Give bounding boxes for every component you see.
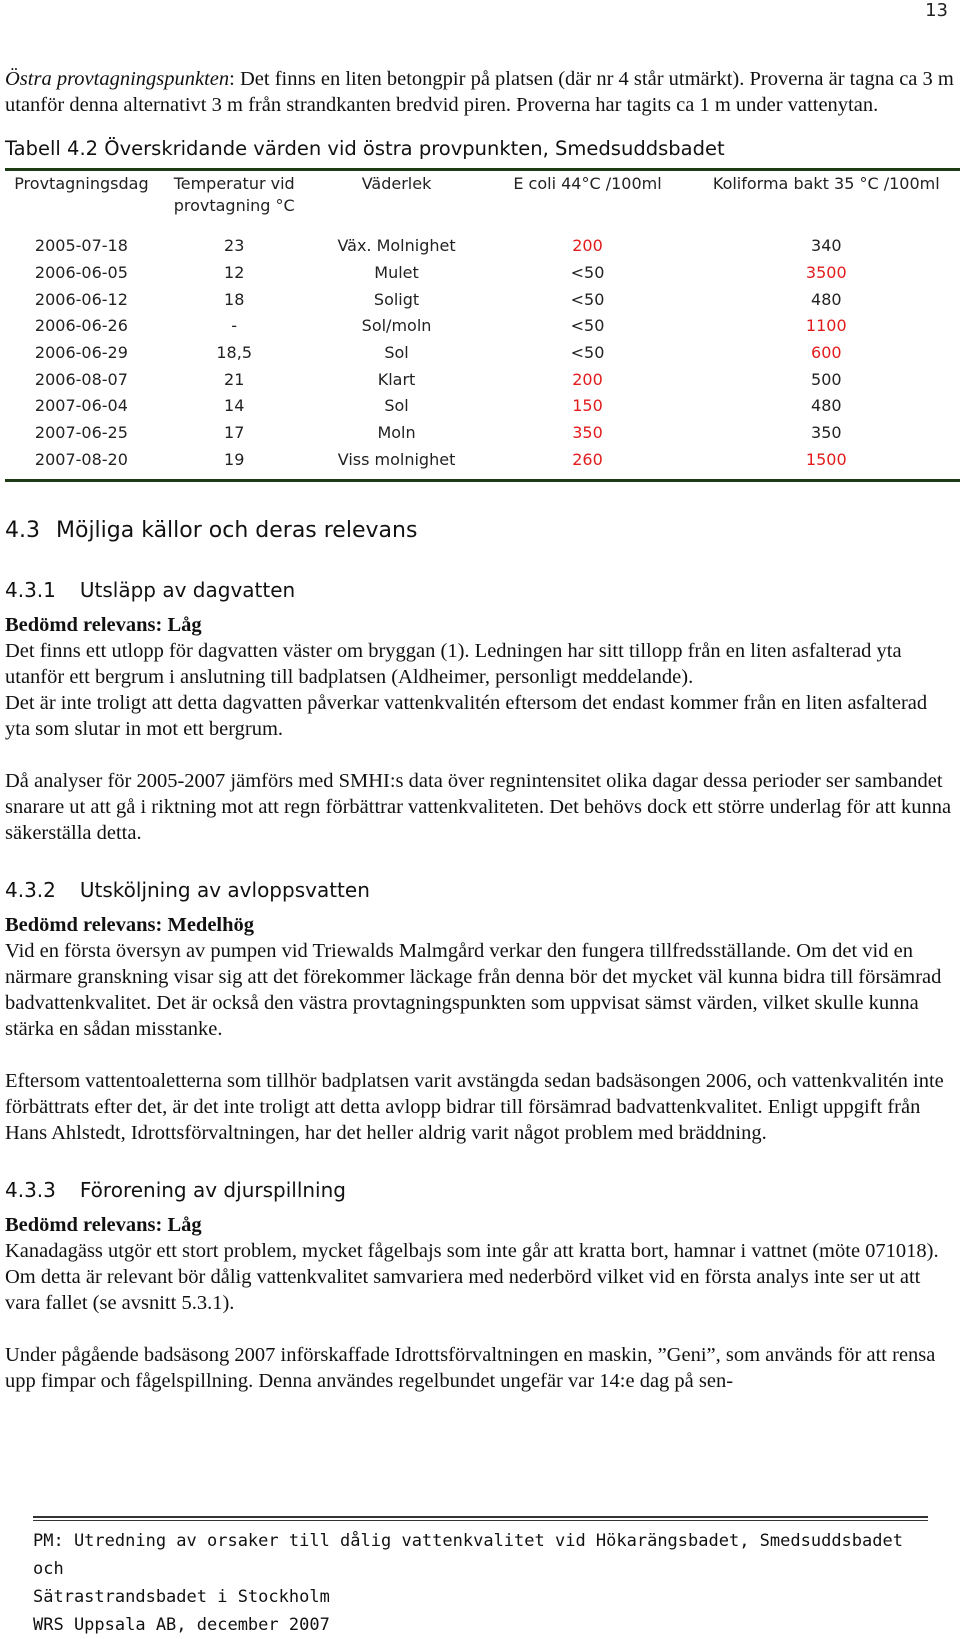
page-footer (33, 1516, 928, 1639)
subsection-title: Förorening av djurspillning (79, 1178, 346, 1203)
intro-paragraph (5, 66, 955, 118)
subsection-number: 4.3.2 (5, 878, 56, 903)
section-number: 4.3 (5, 518, 40, 544)
cell-coliform: 600 (811, 343, 842, 363)
cell-weather: Sol (384, 343, 409, 363)
cell-coliform: 480 (811, 396, 842, 416)
cell-ecoli: <50 (570, 263, 605, 283)
col-header-ecoli: E coli 44°C /100ml (513, 174, 662, 193)
table-row (5, 260, 960, 287)
paragraph: Kanadagäss utgör ett stort problem, mycket fågelbajs som inte går att kratta bort, hamnar i vattnet (möte 071018). Om detta är relevant bör dålig vattenkvalitet samvariera med nederbörd vilket vid en första analys inte ser ut att vara fallet (se avsnitt 5.3.1). (5, 1240, 939, 1315)
table-row (5, 286, 960, 313)
cell-date: 2005-07-18 (34, 236, 128, 256)
table-row (5, 313, 960, 340)
table-row (5, 233, 960, 260)
footer-line: WRS Uppsala AB, december 2007 (33, 1615, 330, 1635)
table-row (5, 366, 960, 393)
footer-line: Sätrastrandsbadet i Stockholm (33, 1587, 330, 1607)
relevance-label: Bedömd relevans: Låg (5, 1214, 202, 1237)
cell-temperature: 12 (224, 263, 245, 283)
cell-date: 2007-06-04 (34, 396, 128, 416)
subsection-heading-2 (5, 876, 955, 904)
paragraph: Då analyser för 2005-2007 jämförs med SMHI:s data över regnintensitet olika dagar dessa perioder ser sambandet snarare ut att gå i riktning mot att regn förbättrar vattenkvaliteten. Det behövs dock ett större underlag för att kunna säkerställa detta. (5, 770, 952, 845)
footer-line: PM: Utredning av orsaker till dålig vattenkvalitet vid Hökarängsbadet, Smedsuddsbadet och (33, 1531, 903, 1579)
subsection-heading-1 (5, 576, 955, 604)
cell-temperature: 23 (224, 236, 245, 256)
cell-ecoli: <50 (570, 343, 605, 363)
cell-temperature: 19 (224, 449, 245, 469)
cell-temperature: 14 (224, 396, 245, 416)
cell-weather: Soligt (373, 289, 420, 309)
cell-coliform: 1100 (805, 316, 847, 336)
cell-date: 2007-06-25 (34, 423, 128, 443)
cell-date: 2006-06-05 (34, 263, 128, 283)
col-header-weather: Väderlek (361, 174, 432, 193)
cell-date: 2007-08-20 (34, 449, 128, 469)
col-header-date: Provtagningsdag (14, 174, 149, 193)
relevance-label: Bedömd relevans: Låg (5, 614, 202, 637)
paragraph: Vid en första översyn av pumpen vid Triewalds Malmgård verkar den fungera tillfredsställande. Om det vid en närmare granskning visar sig att det förekommer läckage från denna bör det mycket väl kunna bidra till försämrad badvattenkvalitet. Det är också den västra provtagningspunkten som uppvisat sämst värden, vilket skulle kunna stärka en sådan misstanke. (5, 940, 942, 1041)
paragraph: Under pågående badsäsong 2007 införskaffade Idrottsförvaltningen en maskin, ”Geni”, som används för att rensa upp fimpar och fågelspillning. Denna användes regelbundet ungefär var 14:e dag på sen- (5, 1344, 936, 1393)
cell-weather: Sol (384, 396, 409, 416)
cell-weather: Sol/moln (361, 316, 432, 336)
cell-ecoli: 350 (572, 423, 603, 443)
subsection-title: Utsläpp av dagvatten (79, 578, 296, 603)
cell-weather: Mulet (374, 263, 419, 283)
cell-weather: Klart (377, 369, 416, 389)
intro-text: : Det finns en liten betongpir på platsen (där nr 4 står utmärkt). Proverna är tagna ca 3 m utanför denna alternativt 3 m från strandkanten bredvid piren. Proverna har tagits ca 1 m under vattenytan. (5, 68, 954, 116)
page-content (5, 66, 955, 1394)
paragraph: Det är inte troligt att detta dagvatten påverkar vattenkvalitén eftersom det endast kommer från en liten asfalterad yta som slutar in mot ett bergrum. (5, 692, 928, 741)
cell-ecoli: <50 (570, 289, 605, 309)
cell-temperature: 21 (224, 369, 245, 389)
table-body (5, 233, 960, 481)
cell-date: 2006-06-12 (34, 289, 128, 309)
cell-temperature: 18,5 (216, 343, 252, 363)
cell-ecoli: 200 (572, 369, 603, 389)
relevance-label: Bedömd relevans: Medelhög (5, 914, 255, 937)
cell-ecoli: 260 (572, 449, 603, 469)
page-number: 13 (925, 0, 948, 21)
footer-divider (33, 1520, 928, 1521)
cell-coliform: 3500 (805, 263, 847, 283)
subsection-number: 4.3.3 (5, 1178, 56, 1203)
cell-date: 2006-06-29 (34, 343, 128, 363)
section-heading (5, 516, 955, 546)
table-row (5, 393, 960, 420)
table-row (5, 420, 960, 447)
cell-weather: Väx. Molnighet (337, 236, 456, 256)
cell-coliform: 1500 (805, 449, 847, 469)
subsection-number: 4.3.1 (5, 578, 56, 603)
cell-coliform: 480 (811, 289, 842, 309)
table-row (5, 447, 960, 481)
cell-temperature: 18 (224, 289, 245, 309)
cell-date: 2006-08-07 (34, 369, 128, 389)
cell-weather: Viss molnighet (337, 449, 456, 469)
cell-temperature: 17 (224, 423, 245, 443)
subsection-heading-3 (5, 1176, 955, 1204)
paragraph: Det finns ett utlopp för dagvatten väster om bryggan (1). Ledningen har sitt tillopp från en liten asfalterad yta utanför ett bergrum i anslutning till badplatsen (Aldheimer, personligt meddelande). (5, 640, 902, 689)
cell-ecoli: <50 (570, 316, 605, 336)
cell-coliform: 350 (811, 423, 842, 443)
table-row (5, 340, 960, 367)
data-table (5, 168, 960, 482)
table-caption: Tabell 4.2 Överskridande värden vid östra provpunkten, Smedsuddsbadet (5, 137, 725, 160)
cell-coliform: 340 (811, 236, 842, 256)
col-header-temperature: Temperatur vid provtagning °C (173, 174, 295, 215)
cell-ecoli: 150 (572, 396, 603, 416)
intro-lead: Östra provtagningspunkten (5, 68, 230, 90)
cell-coliform: 500 (811, 369, 842, 389)
table-header-row (5, 170, 960, 234)
cell-weather: Moln (377, 423, 416, 443)
cell-date: 2006-06-26 (34, 316, 128, 336)
footer-divider (33, 1516, 928, 1518)
cell-ecoli: 200 (572, 236, 603, 256)
paragraph: Eftersom vattentoaletterna som tillhör badplatsen varit avstängda sedan badsäsongen 2006, och vattenkvalitén inte förbättrats efter det, är det inte troligt att detta avlopp bidrar till försämrad badvattenkvalitet. Enligt uppgift från Hans Ahlstedt, Idrottsförvaltningen, har det heller aldrig varit något problem med bräddning. (5, 1070, 944, 1145)
cell-temperature: - (231, 316, 238, 336)
section-title: Möjliga källor och deras relevans (56, 518, 418, 544)
col-header-coliform: Koliforma bakt 35 °C /100ml (712, 174, 940, 193)
subsection-title: Utsköljning av avloppsvatten (79, 878, 370, 903)
